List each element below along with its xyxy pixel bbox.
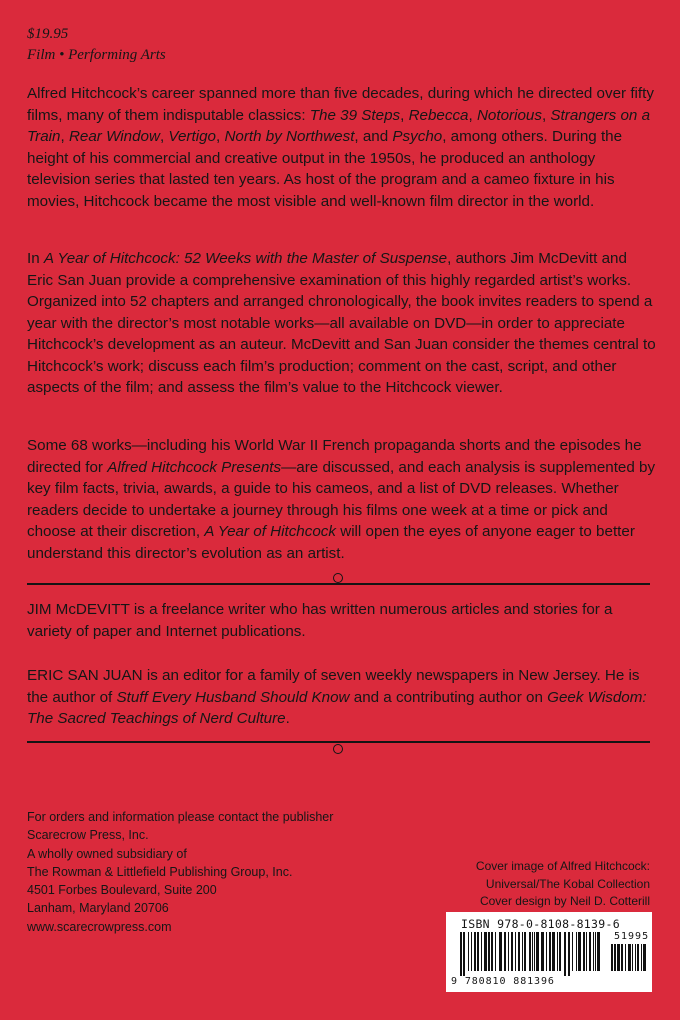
barcode-bar — [628, 944, 631, 971]
author-bio-jim-mcdevitt: JIM McDEVITT is a freelance writer who has written numerous articles and stories for a variety of paper and Internet publications. — [27, 601, 613, 640]
description-paragraph-3: Some 68 works—including his World War II French propaganda shorts and the episodes he directed for Alfred Hitchcock Presents—are discussed, and each analysis is supplemented by key film facts, trivia, awards, a guide to his cameos, and a list of DVD releases. Whether readers decide to undertake a journey through his films one week at a time or pick and choose at their discretion, A Year of Hitchcock will open the eyes of anyone eager to better understand this director’s evolution as an artist. — [27, 437, 656, 562]
publisher-line: For orders and information please contact the publisher — [27, 810, 334, 824]
barcode-bar — [534, 932, 535, 971]
barcode-bar — [637, 944, 639, 971]
barcode-bar — [504, 932, 506, 971]
barcode-bar — [541, 932, 544, 971]
cover-credits — [476, 858, 650, 911]
divider-bottom — [27, 741, 650, 743]
publisher-info — [27, 808, 333, 936]
barcode-bar — [532, 932, 533, 971]
divider-ornament-bottom — [333, 744, 343, 754]
publisher-name: Scarecrow Press, Inc. — [27, 828, 149, 843]
ean-number: 9 780810 881396 — [451, 976, 555, 987]
barcode-bar — [568, 932, 570, 976]
barcode-bar — [549, 932, 551, 971]
credit-line: Cover design by Neil D. Cotterill — [479, 894, 650, 909]
barcode-bar — [522, 932, 523, 971]
barcode-bar — [621, 944, 623, 971]
barcode-bar — [597, 932, 600, 971]
barcode-bar — [564, 932, 566, 976]
divider-ornament-top — [333, 573, 343, 583]
barcode-bar — [552, 932, 555, 971]
price: $19.95 — [27, 26, 69, 42]
barcode-bar — [557, 932, 558, 971]
author-bio-eric-san-juan: ERIC SAN JUAN is an editor for a family of seven weekly newspapers in New Jersey. He is the author of Stuff Every Husband Should Know and a contributing author on Geek Wisdom: The Sacred Teachings of Nerd Culture. — [27, 667, 647, 727]
barcode-bar — [641, 944, 642, 971]
publisher-website: www.scarecrowpress.com — [27, 919, 172, 934]
barcode-bar — [491, 932, 493, 971]
barcode-bar — [593, 932, 594, 971]
credit-line: Universal/The Kobal Collection — [485, 876, 650, 891]
barcode-bar — [578, 932, 581, 971]
barcode-bar — [583, 932, 585, 971]
price-supplement-number: 51995 — [614, 931, 650, 942]
publisher-city: Lanham, Maryland 20706 — [27, 901, 169, 916]
barcode-bar — [468, 932, 469, 971]
divider-top — [27, 583, 650, 585]
barcode-bar — [463, 932, 465, 976]
barcode-bar — [477, 932, 479, 971]
publisher-line: A wholly owned subsidiary of — [27, 846, 187, 861]
barcode-bar — [536, 932, 539, 971]
barcode-bar — [576, 932, 577, 971]
barcode-bar — [511, 932, 513, 971]
barcode-bar — [484, 932, 487, 971]
barcode-bar — [589, 932, 591, 971]
barcode-bar — [614, 944, 616, 971]
barcode-bar — [508, 932, 509, 971]
barcode-bar — [488, 932, 490, 971]
barcode-bar — [474, 932, 476, 971]
barcode-bar — [632, 944, 633, 971]
barcode-bar — [481, 932, 482, 971]
isbn-barcode — [446, 912, 652, 992]
credit-line: Cover image of Alfred Hitchcock: — [475, 859, 650, 873]
barcode-bar — [617, 944, 620, 971]
barcode-bar — [625, 944, 626, 971]
barcode-bar — [524, 932, 526, 971]
supplement-bars — [611, 944, 647, 976]
description-paragraph-1: Alfred Hitchcock’s career spanned more than five decades, during which he directed over fifty films, many of them indisputable classics: The 39 Steps, Rebecca, Notorious, Strangers on a Train, Rear Window, Vertigo, North by Northwest, and Psycho, among others. During the height of his commercial and creative output in the 1950s, he produced an anthology television series that lasted ten years. As host of the program and a cameo fixture in his movies, Hitchcock became the most visible and well-known film director in the world. — [27, 85, 654, 210]
barcode-bar — [546, 932, 547, 971]
category: Film • Performing Arts — [27, 47, 166, 63]
description-paragraph-2: In A Year of Hitchcock: 52 Weeks with the Master of Suspense, authors Jim McDevitt and Eric San Juan provide a comprehensive examination of this highly regarded artist’s works. Organized into 52 chapters and arranged chronologically, the book invites readers to spend a year with the director’s most notable works—all available on DVD—in order to appreciate Hitchcock’s development as an auteur. McDevitt and San Juan consider the themes central to Hitchcock’s work; discuss each film’s production; comment on the cast, script, and other aspects of the film; and assess the film’s value to the Hitchcock viewer. — [27, 250, 656, 396]
barcode-bar — [559, 932, 561, 971]
price-category-block — [27, 24, 166, 66]
publisher-parent: The Rowman & Littlefield Publishing Group, Inc. — [27, 864, 293, 879]
barcode-bar — [471, 932, 472, 971]
barcode-bar — [586, 932, 587, 971]
isbn-number: ISBN 978-0-8108-8139-6 — [461, 917, 620, 931]
barcode-bar — [460, 932, 462, 976]
barcode-bar — [572, 932, 573, 971]
barcode-bar — [499, 932, 502, 971]
barcode-bar — [495, 932, 496, 971]
publisher-address: 4501 Forbes Boulevard, Suite 200 — [27, 883, 217, 898]
barcode-bar — [635, 944, 636, 971]
barcode-bar — [529, 932, 531, 971]
ean13-bars — [460, 932, 600, 976]
barcode-bar — [611, 944, 613, 971]
barcode-bar — [595, 932, 596, 971]
barcode-bar — [515, 932, 516, 971]
barcode-bar — [518, 932, 520, 971]
barcode-bar — [643, 944, 646, 971]
